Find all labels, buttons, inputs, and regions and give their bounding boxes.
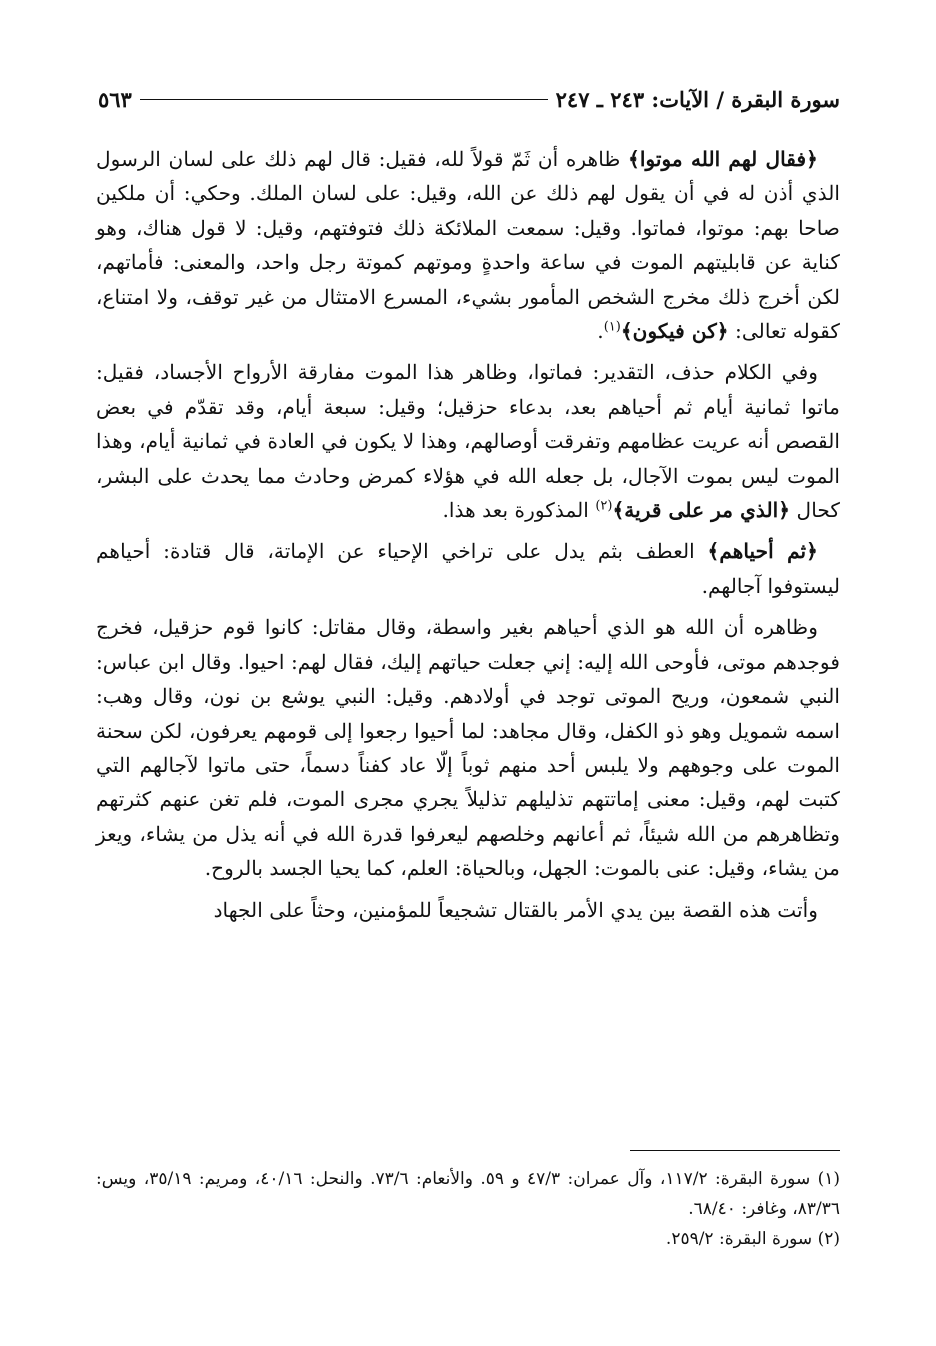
footnotes xyxy=(96,1164,840,1254)
running-header xyxy=(98,82,840,116)
quran-quote: ﴿فقال لهم الله موتوا﴾ xyxy=(628,147,818,171)
footnote: (٢) سورة البقرة: ٢٥٩/٢. xyxy=(665,1229,840,1249)
paragraph-text: . xyxy=(597,319,604,344)
paragraph xyxy=(96,355,840,527)
paragraph-text: ظاهره أن ثَمّ قولاً لله، فقيل: قال لهم ذلك على لسان الرسول الذي أذن له في أن يقول لهم ذلك عن الله، وقيل: على لسان الملك. وحكي: أن ملكين صاحا بهم: موتوا، فماتوا. وقيل: سمعت الملائكة ذلك فتوفتهم، وقيل: لا قول هناك، وهو كناية عن قابليتهم الموت في ساعة واحدةٍ وموتهم كموتة رجل واحد، والمعنى: فأماتهم، لكن أخرج ذلك مخرج الشخص المأمور بشيء، المسرع الامتثال من غير توقف، ولا امتناع، كقوله تعالى: xyxy=(96,147,840,344)
paragraph-text: وظاهره أن الله هو الذي أحياهم بغير واسطة، وقال مقاتل: كانوا قوم حزقيل، فخرج فوجدهم موتى، فأوحى الله إليه: إني جعلت حياتهم إليك، فقال لهم: احيوا. وقال ابن عباس: النبي شمعون، وريح الموتى توجد في أولادهم. وقيل: النبي يوشع بن نون، وقال وهب: اسمه شمويل وهو ذو الكفل، وقال مجاهد: لما أحيوا رجعوا إلى قومهم يعرفون، لكن سحنة الموت على وجوههم ولا يلبس أحد منهم ثوباً إلّا عاد كفناً دسماً، حتى ماتوا لآجالهم التي كتبت لهم، وقيل: معنى إماتتهم تذليلهم تذليلاً يجري مجرى الموت، فلم تغن عنهم كثرتهم وتظاهرهم من الله شيئاً، ثم أعانهم وخلصهم ليعرفوا قدرة الله في أنه يذل من يشاء، ويعز من يشاء، وقيل: عنى بالموت: الجهل، وبالحياة: العلم، كما يحيا الجسد بالروح. xyxy=(96,615,840,881)
paragraph-text: وفي الكلام حذف، التقدير: فماتوا، وظاهر هذا الموت مفارقة الأرواح الأجساد، فقيل: ماتوا ثمانية أيام ثم أحياهم بعد، بدعاء حزقيل؛ وقيل: سبعة أيام، وقد تقدّم في بعض القصص أنه عريت عظامهم وتفرقت أوصالهم، وهذا لا يكون في العادة في ثمانية أيام، وهذا الموت ليس بموت الآجال، بل جعله الله في هؤلاء كمرض وحادث مما يحدث على البشر، كحال xyxy=(96,360,840,523)
footnote-divider xyxy=(630,1150,840,1151)
quran-quote: ﴿ثم أحياهم﴾ xyxy=(707,539,818,564)
quran-quote: ﴿كن فيكون﴾ xyxy=(620,319,729,344)
body-text xyxy=(96,142,840,934)
paragraph-text: العطف بثم يدل على تراخي الإحياء عن الإماتة، قال قتادة: أحياهم ليستوفوا آجالهم. xyxy=(96,539,840,598)
footnote-reference: (١) xyxy=(603,319,621,335)
footnote-reference: (٢) xyxy=(595,498,613,514)
header-title: سورة البقرة / الآيات: ٢٤٣ ـ ٢٤٧ xyxy=(555,86,840,112)
paragraph xyxy=(96,893,840,927)
paragraph xyxy=(96,610,840,885)
paragraph-text: وأتت هذه القصة بين يدي الأمر بالقتال تشجيعاً للمؤمنين، وحثاً على الجهاد xyxy=(213,897,818,922)
paragraph xyxy=(96,142,840,348)
quran-quote: ﴿الذي مر على قرية﴾ xyxy=(612,498,791,523)
header-rule xyxy=(140,99,548,100)
paragraph-text: المذكورة بعد هذا. xyxy=(442,498,596,523)
page-number: ٥٦٣ xyxy=(98,86,132,112)
paragraph xyxy=(96,534,840,603)
footnote: (١) سورة البقرة: ١١٧/٢، وآل عمران: ٤٧/٣ و ٥٩. والأنعام: ٧٣/٦. والنحل: ٤٠/١٦، ومريم: ٣٥/١٩، ويس: ٨٣/٣٦، وغافر: ٦٨/٤٠. xyxy=(96,1169,840,1219)
